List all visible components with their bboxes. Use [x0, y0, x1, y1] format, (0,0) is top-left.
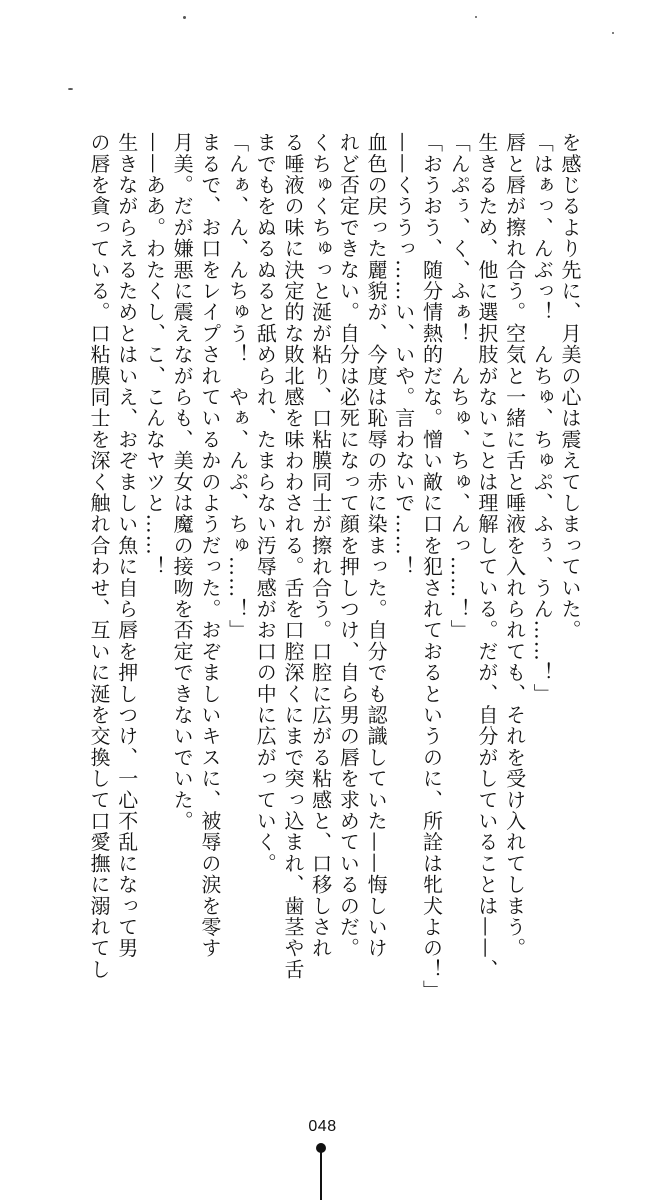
print-speck	[612, 32, 614, 34]
page-marker-line	[320, 1152, 322, 1200]
text-column: 「はぁっ、んぶっ！ んちゅ、ちゅぷ、ふぅ、うん……！」	[530, 132, 555, 705]
text-column: 生きるため、他に選択肢がないことは理解している。だが、自分がしていることは——、	[474, 132, 499, 980]
text-column: まるで、お口をレイプされているかのようだった。おぞましいキスに、被辱の涙を零す	[197, 132, 222, 959]
text-column: 月美。だが嫌悪に震えながらも、美女は魔の接吻を否定できないでいた。	[170, 132, 195, 832]
text-column: くちゅくちゅっと涎が粘り、口粘膜同士が擦れ合う。口腔に広がる粘感と、口移しされ	[308, 132, 333, 959]
text-column: 「おうおう、随分情熱的だな。憎い敵に口を犯されておるというのに、所詮は牝犬よの！」	[419, 132, 444, 1002]
text-column: までもをぬるぬると舐められ、たまらない汚辱感がお口の中に広がっていく。	[253, 132, 278, 874]
text-column: 血色の戻った麗貌が、今度は恥辱の赤に染まった。自分でも認識していた——悔しいけ	[364, 132, 389, 959]
text-column: を感じるより先に、月美の心は震えてしまっていた。	[558, 132, 582, 641]
text-column: る唾液の味に決定的な敗北感を味わわされる。舌を口腔深くにまで突っ込まれ、歯茎や舌	[280, 132, 305, 980]
page-number: 048	[308, 1118, 337, 1135]
text-column: 「んぷぅ、く、ふぁ！ んちゅ、ちゅ、んっ……！」	[447, 132, 472, 641]
print-speck	[475, 16, 477, 18]
text-column: ——くううっ……い、いや。言わないで……！	[391, 132, 416, 578]
print-speck	[183, 16, 186, 19]
vertical-text-body	[43, 132, 583, 1072]
text-column: 唇と唇が擦れ合う。空気と一緒に舌と唾液を入れられても、それを受け入れてしまう。	[502, 132, 527, 959]
text-column: れど否定できない。自分は必死になって顔を押しつけ、自ら男の唇を求めているのだ。	[336, 132, 361, 959]
text-column: 「んぁ、ん、んちゅう！ やぁ、んぷ、ちゅ……！」	[225, 132, 250, 641]
text-column: ——ああ。わたくし、こ、こんなヤツと……！	[142, 132, 167, 578]
text-column: 生きながらえるためとはいえ、おぞましい魚に自ら唇を押しつけ、一心不乱になって男	[114, 132, 139, 959]
text-column: の唇を貪っている。口粘膜同士を深く触れ合わせ、互いに涎を交換して口愛撫に溺れてし	[87, 132, 112, 980]
print-speck	[68, 88, 73, 90]
